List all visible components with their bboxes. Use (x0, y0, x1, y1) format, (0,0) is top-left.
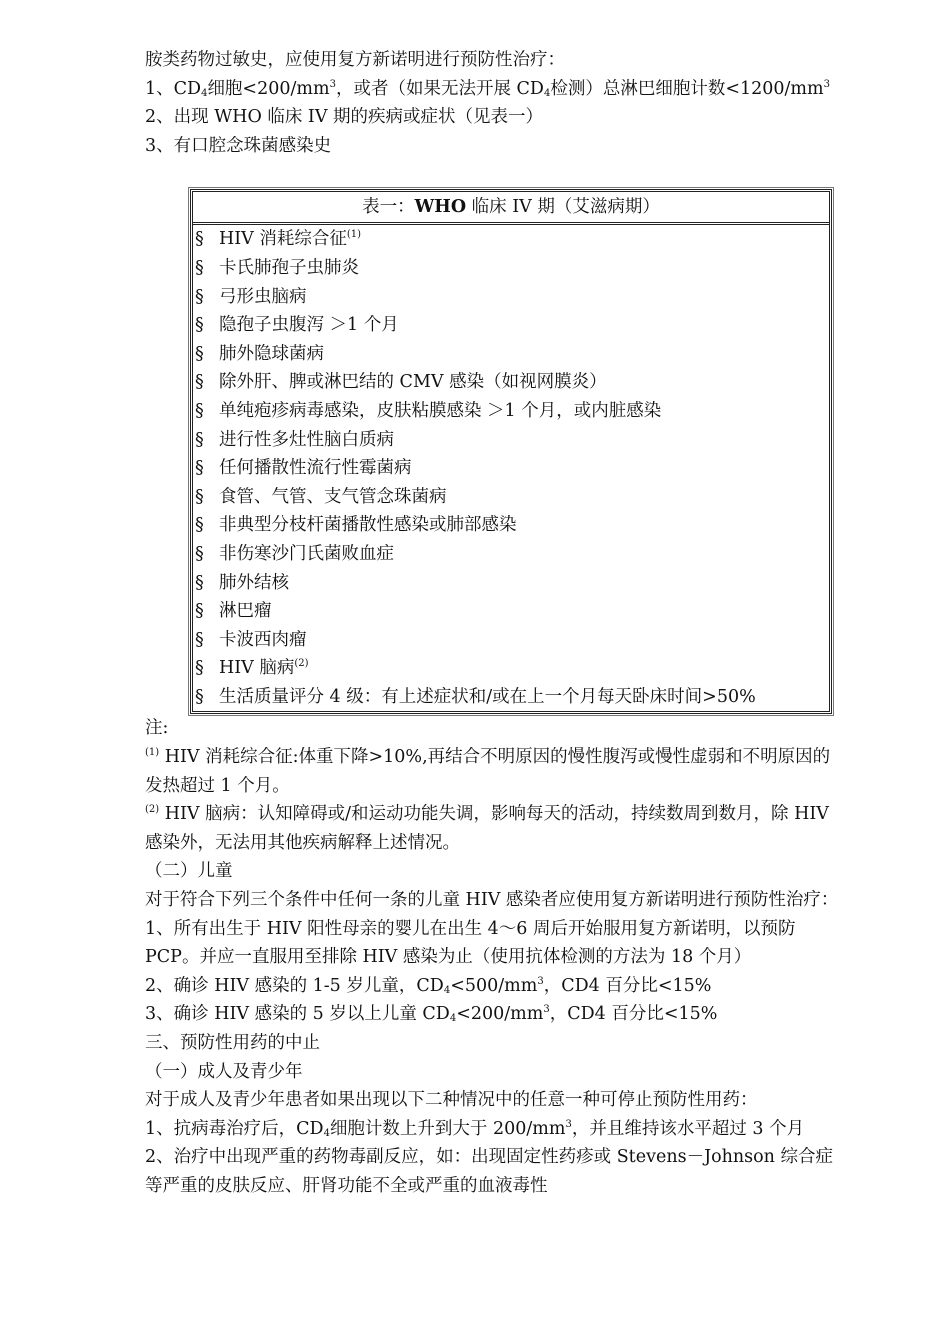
bullet-mark: § (195, 257, 204, 278)
bullet-mark: § (195, 315, 204, 336)
document-page (145, 46, 905, 1201)
row-text: 任何播散性流行性霉菌病 (219, 458, 412, 479)
row-text: 卡氏肺孢子虫肺炎 (219, 257, 359, 278)
stop-subheading: （一）成人及青少年 (145, 1061, 303, 1082)
row-text: 生活质量评分 4 级：有上述症状和/或在上一个月每天卧床时间>50% (219, 686, 756, 707)
table-row (193, 511, 829, 540)
footnote-ref: (2) (294, 658, 309, 670)
bullet-mark: § (195, 458, 204, 479)
bullet-mark: § (195, 343, 204, 364)
row-text: 肺外结核 (219, 572, 289, 593)
table-rows (193, 225, 829, 711)
bullet-mark: § (195, 601, 204, 622)
bullet-mark: § (195, 372, 204, 393)
bullet-mark: § (195, 286, 204, 307)
stop-item-2-line-1: 2、治疗中出现严重的药物毒副反应，如：出现固定性药疹或 Stevens－Johnson 综合症 (145, 1147, 834, 1168)
intro-line-0: 胺类药物过敏史，应使用复方新诺明进行预防性治疗： (145, 50, 565, 70)
notes-label: 注: (145, 718, 169, 739)
who-stage-iv-table (190, 189, 832, 714)
table-row (193, 368, 829, 397)
row-text: 除外肝、脾或淋巴结的 CMV 感染（如视网膜炎） (219, 372, 607, 393)
children-item-1-line-2: PCP。并应一直服用至排除 HIV 感染为止（使用抗体检测的方法为 18 个月） (145, 947, 752, 968)
table-title: 表一：WHO 临床 IV 期（艾滋病期） (193, 192, 829, 225)
table-row (193, 683, 829, 712)
row-text: 肺外隐球菌病 (219, 343, 324, 364)
table-row (193, 283, 829, 312)
bullet-mark: § (195, 429, 204, 450)
row-text: 隐孢子虫腹泻 ＞1 个月 (219, 315, 399, 336)
row-text: 卡波西肉瘤 (219, 629, 307, 650)
note-1: $^{(1)}$ HIV 消耗综合征:体重下降>10%,再结合不明原因的慢性腹泻或慢性虚弱和不明原因的 发热超过 1 个月。 (145, 747, 831, 796)
children-item-2: 2、确诊 HIV 感染的 1-5 岁儿童，$CD_4<500/mm^3$，CD4 百分比<15% (145, 975, 712, 996)
row-text: 非典型分枝杆菌播散性感染或肺部感染 (219, 515, 517, 536)
stop-heading: 三、预防性用药的中止 (145, 1033, 320, 1053)
table-row (193, 426, 829, 455)
bullet-mark: § (195, 543, 204, 564)
intro-line-3: 3、有口腔念珠菌感染史 (145, 135, 332, 156)
bullet-mark: § (195, 486, 204, 507)
table-row (193, 483, 829, 512)
table-row (193, 225, 829, 254)
row-text: 非伤寒沙门氏菌败血症 (219, 543, 394, 564)
row-text: 单纯疱疹病毒感染，皮肤粘膜感染 ＞1 个月，或内脏感染 (219, 400, 662, 421)
bullet-mark: § (195, 686, 204, 707)
table-row (193, 340, 829, 369)
table-row (193, 540, 829, 569)
bullet-mark: § (195, 515, 204, 536)
row-text: HIV 脑病 (219, 658, 295, 679)
table-row (193, 626, 829, 655)
table-row (193, 597, 829, 626)
bullet-mark: § (195, 400, 204, 421)
table-row (193, 254, 829, 283)
children-heading: （二）儿童 (145, 861, 233, 882)
stop-intro: 对于成人及青少年患者如果出现以下二种情况中的任意一种可停止预防性用药： (145, 1090, 758, 1111)
note-2: $^{(2)}$ HIV 脑病：认知障碍或/和运动功能失调，影响每天的活动，持续数周到数月，除 HIV 感染外，无法用其他疾病解释上述情况。 (145, 804, 829, 853)
row-text: 食管、气管、支气管念珠菌病 (219, 486, 447, 507)
bullet-mark: § (195, 572, 204, 593)
table-row (193, 569, 829, 598)
children-intro: 对于符合下列三个条件中任何一条的儿童 HIV 感染者应使用复方新诺明进行预防性治疗： (145, 890, 839, 911)
row-text: 进行性多灶性脑白质病 (219, 429, 394, 450)
footnote-ref: (1) (346, 229, 362, 241)
bullet-mark: § (195, 229, 204, 250)
row-text: 淋巴瘤 (219, 601, 272, 622)
table-row (193, 397, 829, 426)
bullet-mark: § (195, 629, 204, 650)
intro-line-1: 1、$CD_4$细胞$<200/mm^3$，或者（如果无法开展 $CD_4$检测）总淋巴细胞计数$<1200/mm^3$ (145, 78, 830, 99)
children-item-1-line-1: 1、所有出生于 HIV 阳性母亲的婴儿在出生 4～6 周后开始服用复方新诺明，以预防 (145, 918, 796, 939)
table-row (193, 311, 829, 340)
stop-item-2-line-2: 等严重的皮肤反应、肝肾功能不全或严重的血液毒性 (145, 1175, 548, 1196)
stop-item-1: 1、抗病毒治疗后，$CD_4$细胞计数上升到大于 $200/mm^3$，并且维持该水平超过 3 个月 (145, 1118, 805, 1139)
children-item-3: 3、确诊 HIV 感染的 5 岁以上儿童 $CD_4<200/mm^3$，CD4 百分比<15% (145, 1004, 718, 1025)
row-text: 弓形虫脑病 (219, 286, 307, 307)
table-row (193, 654, 829, 683)
table-row (193, 454, 829, 483)
bullet-mark: § (195, 658, 204, 679)
row-text: HIV 消耗综合征 (219, 229, 347, 250)
intro-line-2: 2、出现 WHO 临床 IV 期的疾病或症状（见表一） (145, 107, 544, 128)
